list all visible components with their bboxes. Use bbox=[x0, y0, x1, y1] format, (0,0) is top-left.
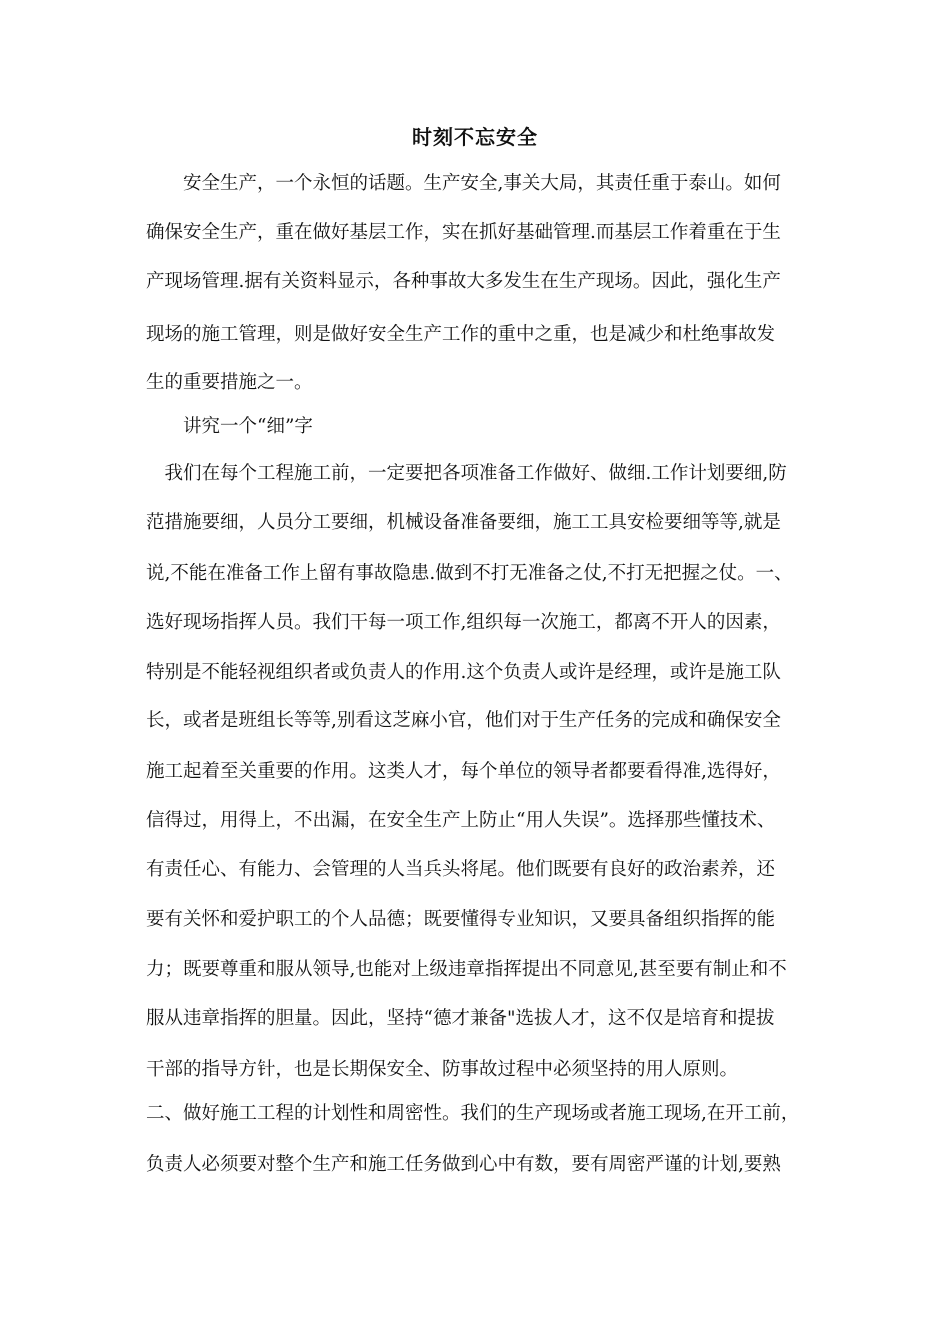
text-line: 要有关怀和爱护职工的个人品德；既要懂得专业知识，又要具备组织指挥的能 bbox=[146, 909, 776, 930]
text-line: 有责任心、有能力、会管理的人当兵头将尾。他们既要有良好的政治素养，还 bbox=[146, 859, 776, 880]
text-line: 我们在每个工程施工前，一定要把各项准备工作做好、做细.工作计划要细,防 bbox=[146, 463, 787, 484]
text-line: 干部的指导方针，也是长期保安全、防事故过程中必须坚持的用人原则。 bbox=[146, 1059, 739, 1080]
text-line: 信得过，用得上，不出漏，在安全生产上防止“用人失误”。选择那些懂技术、 bbox=[146, 810, 776, 831]
text-line: 施工起着至关重要的作用。这类人才，每个单位的领导者都要看得准,选得好， bbox=[146, 761, 781, 782]
text-line: 服从违章指挥的胆量。因此，坚持“德才兼备"选拔人才，这不仅是培育和提拔 bbox=[146, 1008, 775, 1029]
text-line: 负责人必须要对整个生产和施工任务做到心中有数，要有周密严谨的计划,要熟 bbox=[146, 1154, 781, 1175]
text-line: 二、做好施工工程的计划性和周密性。我们的生产现场或者施工现场,在开工前， bbox=[146, 1103, 800, 1124]
document-title: 时刻不忘安全 bbox=[412, 125, 538, 149]
text-line: 特别是不能轻视组织者或负责人的作用.这个负责人或许是经理，或许是施工队 bbox=[146, 662, 781, 683]
text-line: 产现场管理.据有关资料显示，各种事故大多发生在生产现场。因此，强化生产 bbox=[146, 271, 781, 292]
text-line: 选好现场指挥人员。我们干每一项工作,组织每一次施工，都离不开人的因素， bbox=[146, 612, 781, 633]
text-line: 生的重要措施之一。 bbox=[146, 372, 313, 393]
section-heading: 讲究一个“细”字 bbox=[146, 416, 313, 437]
text-line: 范措施要细，人员分工要细，机械设备准备要细，施工工具安检要细等等,就是 bbox=[146, 512, 781, 533]
text-line: 确保安全生产，重在做好基层工作，实在抓好基础管理.而基层工作着重在于生 bbox=[146, 222, 781, 243]
text-line: 现场的施工管理，则是做好安全生产工作的重中之重，也是减少和杜绝事故发 bbox=[146, 324, 776, 345]
text-line: 说,不能在准备工作上留有事故隐患.做到不打无准备之仗,不打无把握之仗。一、 bbox=[146, 563, 793, 584]
text-line: 力；既要尊重和服从领导,也能对上级违章指挥提出不同意见,甚至要有制止和不 bbox=[146, 959, 787, 980]
text-line: 长，或者是班组长等等,别看这芝麻小官，他们对于生产任务的完成和确保安全 bbox=[146, 710, 781, 731]
text-line: 安全生产，一个永恒的话题。生产安全,事关大局，其责任重于泰山。如何 bbox=[146, 173, 781, 194]
